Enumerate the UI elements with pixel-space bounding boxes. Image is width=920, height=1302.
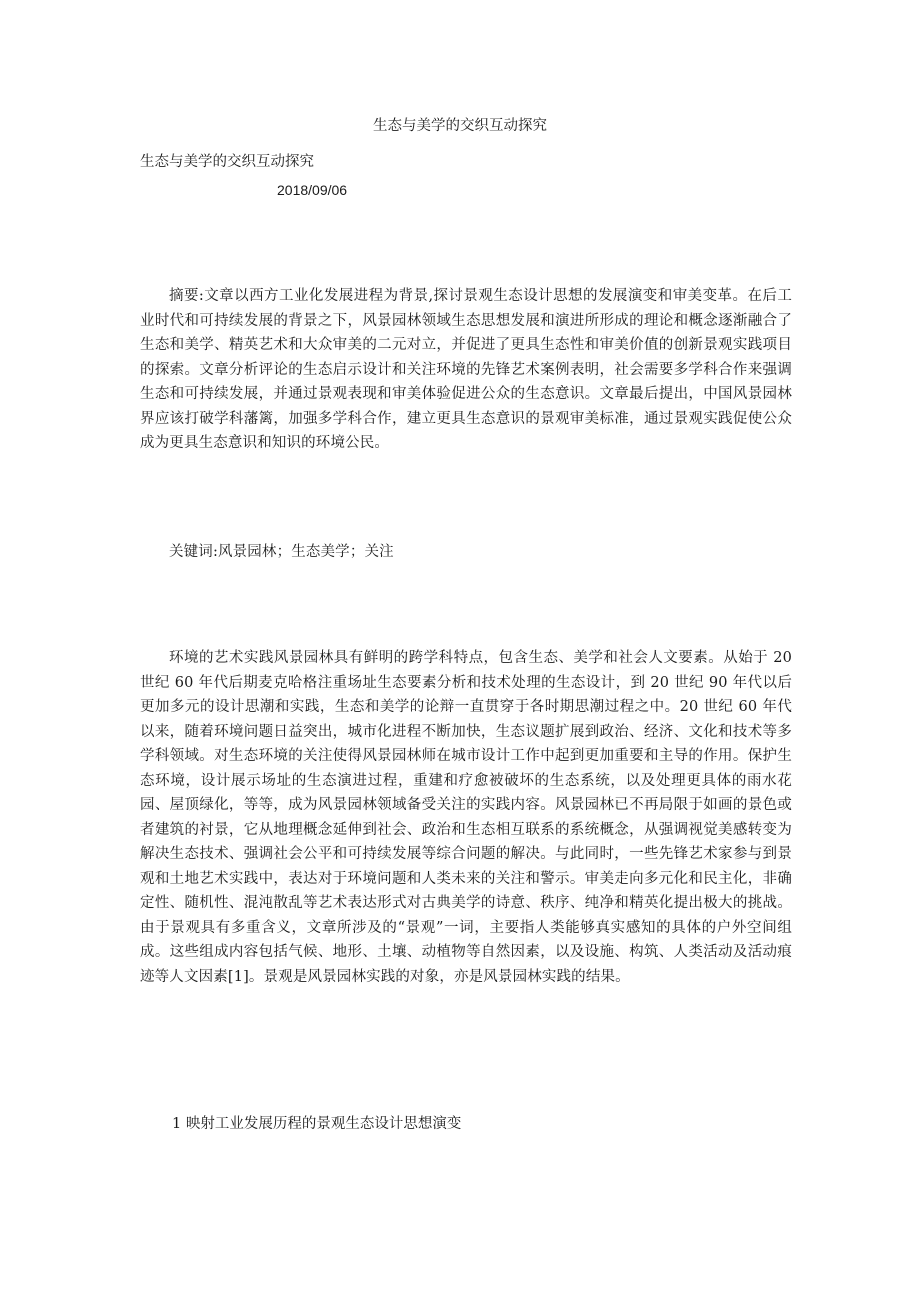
body-paragraph: 环境的艺术实践风景园林具有鲜明的跨学科特点，包含生态、美学和社会人文要素。从始于 20 世纪 60 年代后期麦克哈格注重场址生态要素分析和技术处理的生态设计，到 20 世纪 90 年代以后更加多元的设计思潮和实践，生态和美学的论辩一直贯穿于各时期思潮过程之中。20 世纪 60 年代以来，随着环境问题日益突出，城市化进程不断加快，生态议题扩展到政治、经济、文化和技术等多学科领域。对生态环境的关注使得风景园林师在城市设计工作中起到更加重要和主导的作用。保护生态环境，设计展示场址的生态演进过程，重建和疗愈被破坏的生态系统，以及处理更具体的雨水花园、屋顶绿化，等等，成为风景园林领域备受关注的实践内容。风景园林已不再局限于如画的景色或者建筑的衬景，它从地理概念延伸到社会、政治和生态相互联系的系统概念，从强调视觉美感转变为解决生态技术、强调社会公平和可持续发展等综合问题的解决。与此同时，一些先锋艺术家参与到景观和土地艺术实践中，表达对于环境问题和人类未来的关注和警示。审美走向多元化和民主化，非确定性、随机性、混沌散乱等艺术表达形式对古典美学的诗意、秩序、纯净和精英化提出极大的挑战。由于景观具有多重含义，文章所涉及的“景观”一词，主要指人类能够真实感知的具体的户外空间组成。这些组成内容包括气候、地形、土壤、动植物等自然因素，以及设施、构筑、人类活动及活动痕迹等人文因素[1]。景观是风景园林实践的对象，亦是风景园林实践的结果。	[140, 650, 792, 985]
article-title: 生态与美学的交织互动探究	[140, 154, 314, 170]
page-header-title: 生态与美学的交织互动探究	[373, 118, 547, 134]
abstract-paragraph: 摘要:文章以西方工业化发展进程为背景,探讨景观生态设计思想的发展演变和审美变革。在后工业时代和可持续发展的背景之下，风景园林领域生态思想发展和演进所形成的理论和概念逐渐融合了生态和美学、精英艺术和大众审美的二元对立，并促进了更具生态性和审美价值的创新景观实践项目的探索。文章分析评论的生态启示设计和关注环境的先锋艺术案例表明，社会需要多学科合作来强调生态和可持续发展，并通过景观表现和审美体验促进公众的生态意识。文章最后提出，中国风景园林界应该打破学科藩篱，加强多学科合作，建立更具生态意识的景观审美标准，通过景观实践促使公众成为更具生态意识和知识的环境公民。	[140, 288, 792, 451]
keywords-paragraph: 关键词:风景园林；生态美学；关注	[169, 544, 394, 560]
publish-date: 2018/09/06	[277, 182, 348, 198]
section-heading: 1 映射工业发展历程的景观生态设计思想演变	[172, 1116, 462, 1132]
